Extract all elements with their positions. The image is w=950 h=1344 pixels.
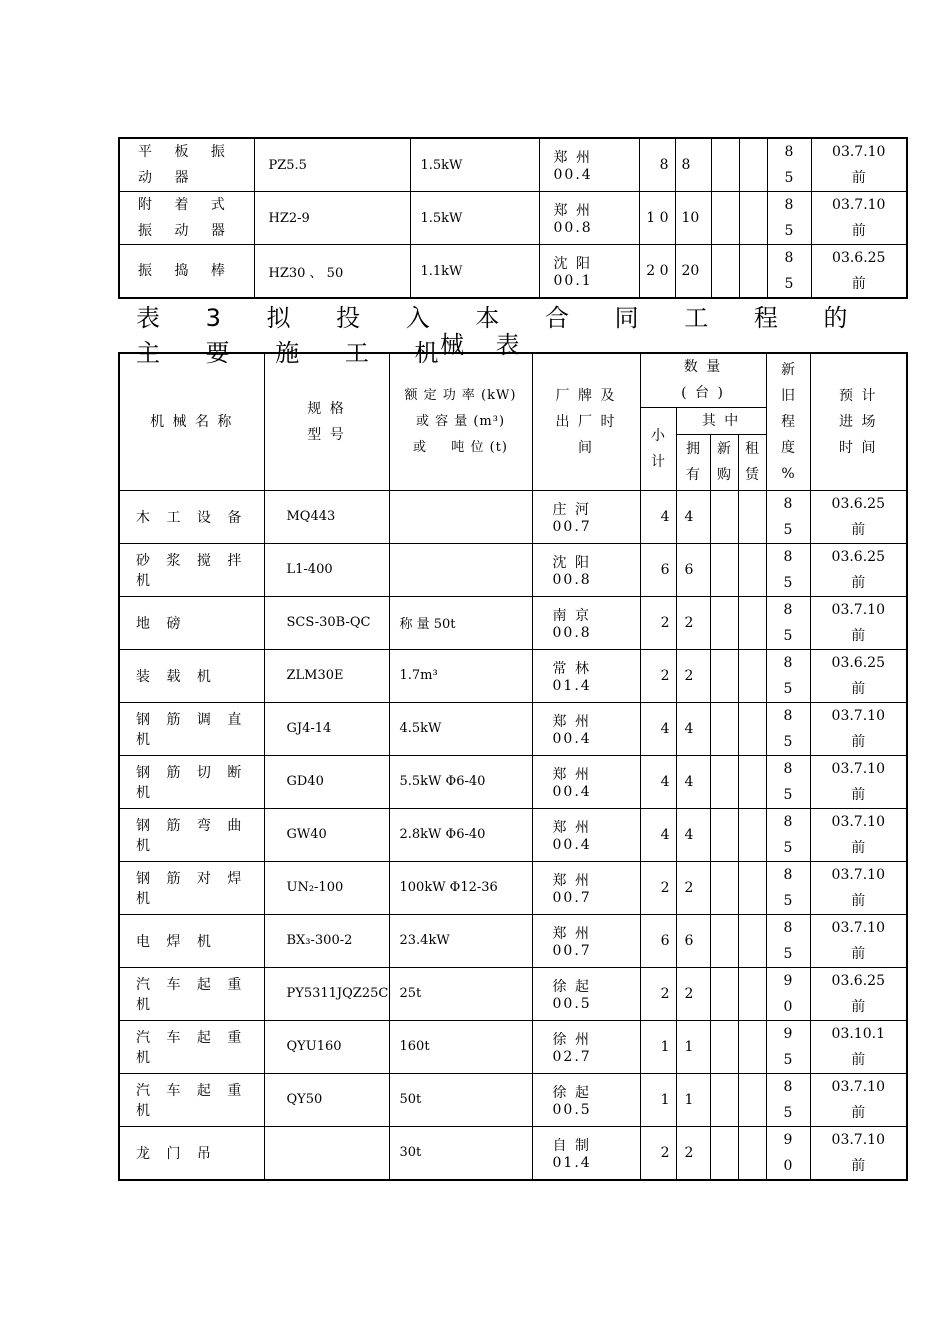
model: GJ4-14 — [264, 702, 389, 755]
new-degree-part: 5 — [783, 945, 793, 962]
quantity-own: 4 — [676, 808, 710, 861]
model: QYU160 — [264, 1020, 389, 1073]
machine-name: 汽 车 起 重 机 — [119, 1020, 264, 1073]
table-row — [119, 1073, 907, 1126]
quantity-rent — [739, 245, 767, 299]
quantity-new — [710, 702, 738, 755]
table-row — [119, 192, 907, 245]
maker: 郑 州 00.4 — [532, 755, 640, 808]
quantity-rent — [738, 543, 766, 596]
quantity-new — [711, 245, 739, 299]
quantity-new — [710, 1020, 738, 1073]
entry-date — [810, 490, 907, 543]
model: HZ2-9 — [254, 192, 410, 245]
header-small: 小 计 — [640, 407, 676, 490]
quantity-rent — [738, 1020, 766, 1073]
quantity-small: 4 — [640, 808, 676, 861]
entry-date-part: 前 — [851, 1157, 866, 1174]
machine-name: 钢 筋 对 焊 机 — [119, 861, 264, 914]
quantity-new — [710, 755, 738, 808]
machine-name: 附 着 式 振 动 器 — [119, 192, 254, 245]
new-degree-part: 8 — [783, 866, 793, 883]
new-degree: 8 5 — [767, 192, 811, 245]
new-degree: 8 5 — [767, 138, 811, 192]
entry-date-part: 03.7.10 — [831, 601, 885, 618]
new-degree — [766, 1020, 810, 1073]
quantity-new — [710, 914, 738, 967]
quantity-own: 10 — [675, 192, 711, 245]
header-row-1 — [119, 353, 907, 407]
quantity-small: 6 — [640, 914, 676, 967]
quantity-rent — [738, 1073, 766, 1126]
quantity-small: 2 — [640, 596, 676, 649]
new-degree — [766, 861, 810, 914]
power: 4.5kW — [389, 702, 532, 755]
quantity-own: 20 — [675, 245, 711, 299]
entry-date — [810, 1126, 907, 1180]
entry-date — [810, 1020, 907, 1073]
quantity-own: 4 — [676, 490, 710, 543]
new-degree-part: 5 — [783, 1051, 793, 1068]
quantity-new — [710, 1073, 738, 1126]
quantity-small: 4 — [640, 755, 676, 808]
power: 25t — [389, 967, 532, 1020]
maker: 徐 州 02.7 — [532, 1020, 640, 1073]
entry-date — [810, 808, 907, 861]
power: 1.5kW — [410, 138, 539, 192]
quantity-new — [710, 861, 738, 914]
new-degree — [766, 967, 810, 1020]
new-degree — [766, 649, 810, 702]
new-degree-part: 8 — [783, 813, 793, 830]
machine-name: 振 捣 棒 — [119, 245, 254, 299]
table-row — [119, 490, 907, 543]
quantity-small: 2 — [640, 861, 676, 914]
quantity-rent — [738, 596, 766, 649]
header-name: 机 械 名 称 — [119, 353, 264, 490]
new-degree-part: 8 — [783, 601, 793, 618]
entry-date-part: 03.6.25 — [831, 654, 885, 671]
model: BX₃-300-2 — [264, 914, 389, 967]
header-model: 规 格 型 号 — [264, 353, 389, 490]
entry-date-part: 03.7.10 — [831, 1078, 885, 1095]
quantity-rent — [738, 808, 766, 861]
quantity-new — [710, 1126, 738, 1180]
maker: 郑 州 00.4 — [532, 702, 640, 755]
maker: 郑 州 00.8 — [539, 192, 639, 245]
model: L1-400 — [264, 543, 389, 596]
power: 30t — [389, 1126, 532, 1180]
entry-date: 03.7.10 前 — [811, 192, 907, 245]
table-row — [119, 596, 907, 649]
quantity-own: 2 — [676, 649, 710, 702]
quantity-new — [710, 967, 738, 1020]
header-maker: 厂 牌 及 出 厂 时 间 — [532, 353, 640, 490]
entry-date-part: 前 — [851, 839, 866, 856]
power: 50t — [389, 1073, 532, 1126]
entry-date-part: 前 — [851, 1051, 866, 1068]
model: PZ5.5 — [254, 138, 410, 192]
new-degree-part: 8 — [783, 707, 793, 724]
new-degree-part: 5 — [783, 627, 793, 644]
quantity-own: 6 — [676, 543, 710, 596]
quantity-small: 2 — [640, 1126, 676, 1180]
header-own: 拥 有 — [676, 434, 710, 490]
new-degree — [766, 914, 810, 967]
entry-date — [810, 543, 907, 596]
header-date: 预 计 进 场 时 间 — [810, 353, 907, 490]
entry-date-part: 03.7.10 — [831, 866, 885, 883]
maker: 南 京 00.8 — [532, 596, 640, 649]
quantity-own: 6 — [676, 914, 710, 967]
table-row — [119, 543, 907, 596]
maker: 常 林 01.4 — [532, 649, 640, 702]
quantity-own: 2 — [676, 967, 710, 1020]
new-degree-part: 9 — [783, 972, 793, 989]
new-degree-part: 5 — [783, 680, 793, 697]
quantity-small: 1 0 — [639, 192, 675, 245]
maker: 自 制 01.4 — [532, 1126, 640, 1180]
entry-date-part: 前 — [851, 627, 866, 644]
power — [389, 543, 532, 596]
new-degree-part: 8 — [783, 919, 793, 936]
quantity-rent — [738, 967, 766, 1020]
equipment-table — [118, 352, 908, 1181]
power — [389, 490, 532, 543]
machine-name: 砂 浆 搅 拌 机 — [119, 543, 264, 596]
new-degree-part: 5 — [783, 733, 793, 750]
new-degree: 8 5 — [767, 245, 811, 299]
quantity-own: 2 — [676, 596, 710, 649]
machine-name: 钢 筋 切 断 机 — [119, 755, 264, 808]
model: SCS-30B-QC — [264, 596, 389, 649]
quantity-small: 1 — [640, 1020, 676, 1073]
power: 23.4kW — [389, 914, 532, 967]
table-row — [119, 755, 907, 808]
power: 5.5kW Φ6-40 — [389, 755, 532, 808]
quantity-rent — [738, 702, 766, 755]
maker: 郑 州 00.4 — [532, 808, 640, 861]
header-new: 新 购 — [710, 434, 738, 490]
maker: 徐 起 00.5 — [532, 967, 640, 1020]
maker: 沈 阳 00.1 — [539, 245, 639, 299]
power: 2.8kW Φ6-40 — [389, 808, 532, 861]
new-degree — [766, 596, 810, 649]
table-row — [119, 1020, 907, 1073]
header-power: 额 定 功 率 (kW) 或 容 量 (m³) 或 吨 位 (t) — [389, 353, 532, 490]
power: 100kW Φ12-36 — [389, 861, 532, 914]
maker: 郑 州 00.7 — [532, 914, 640, 967]
entry-date-part: 前 — [851, 998, 866, 1015]
machine-name: 电 焊 机 — [119, 914, 264, 967]
entry-date — [810, 755, 907, 808]
new-degree — [766, 490, 810, 543]
new-degree-part: 8 — [783, 654, 793, 671]
power: 1.1kW — [410, 245, 539, 299]
maker: 沈 阳 00.8 — [532, 543, 640, 596]
new-degree — [766, 1126, 810, 1180]
machine-name: 木 工 设 备 — [119, 490, 264, 543]
power: 称 量 50t — [389, 596, 532, 649]
power: 160t — [389, 1020, 532, 1073]
model: MQ443 — [264, 490, 389, 543]
maker: 徐 起 00.5 — [532, 1073, 640, 1126]
entry-date — [810, 702, 907, 755]
new-degree-part: 0 — [783, 998, 793, 1015]
new-degree-part: 8 — [783, 1078, 793, 1095]
quantity-rent — [738, 1126, 766, 1180]
new-degree-part: 5 — [783, 1104, 793, 1121]
table-title-line-1: 表 3 拟 投 入 本 合 同 工 程 的 主 要 施 工 机 — [136, 304, 867, 367]
quantity-new — [710, 808, 738, 861]
model: HZ30 、 50 — [254, 245, 410, 299]
quantity-small: 2 — [640, 967, 676, 1020]
entry-date — [810, 596, 907, 649]
quantity-new — [710, 596, 738, 649]
new-degree-part: 0 — [783, 1157, 793, 1174]
new-degree-part: 8 — [783, 548, 793, 565]
entry-date-part: 03.7.10 — [831, 919, 885, 936]
quantity-small: 4 — [640, 702, 676, 755]
machine-name: 龙 门 吊 — [119, 1126, 264, 1180]
table-row — [119, 914, 907, 967]
entry-date-part: 前 — [851, 786, 866, 803]
table-title-line-2: 械 表 — [440, 331, 532, 359]
machine-name: 钢 筋 调 直 机 — [119, 702, 264, 755]
new-degree-part: 8 — [783, 760, 793, 777]
entry-date-part: 前 — [851, 945, 866, 962]
entry-date-part: 前 — [851, 574, 866, 591]
header-rent: 租 赁 — [738, 434, 766, 490]
table-row — [119, 808, 907, 861]
entry-date — [810, 649, 907, 702]
machine-name: 汽 车 起 重 机 — [119, 967, 264, 1020]
quantity-new — [710, 649, 738, 702]
power: 1.5kW — [410, 192, 539, 245]
machine-name: 钢 筋 弯 曲 机 — [119, 808, 264, 861]
quantity-rent — [738, 490, 766, 543]
quantity-own: 2 — [676, 1126, 710, 1180]
quantity-rent — [738, 755, 766, 808]
entry-date: 03.6.25 前 — [811, 245, 907, 299]
new-degree — [766, 702, 810, 755]
new-degree-part: 9 — [783, 1025, 793, 1042]
entry-date-part: 前 — [851, 1104, 866, 1121]
new-degree — [766, 543, 810, 596]
entry-date-part: 03.7.10 — [831, 813, 885, 830]
entry-date-part: 03.7.10 — [831, 707, 885, 724]
entry-date-part: 前 — [851, 892, 866, 909]
entry-date: 03.7.10 前 — [811, 138, 907, 192]
table-row — [119, 245, 907, 299]
entry-date — [810, 861, 907, 914]
new-degree-part: 9 — [783, 1131, 793, 1148]
model: ZLM30E — [264, 649, 389, 702]
quantity-new — [710, 543, 738, 596]
entry-date-part: 03.7.10 — [831, 1131, 885, 1148]
quantity-small: 1 — [640, 1073, 676, 1126]
entry-date-part: 03.10.1 — [831, 1025, 885, 1042]
quantity-own: 4 — [676, 702, 710, 755]
model: PY5311JQZ25C — [264, 967, 389, 1020]
header-quantity: 数 量 ( 台 ) — [640, 353, 766, 407]
new-degree — [766, 808, 810, 861]
entry-date-part: 03.6.25 — [831, 972, 885, 989]
model — [264, 1126, 389, 1180]
maker: 郑 州 00.7 — [532, 861, 640, 914]
quantity-own: 8 — [675, 138, 711, 192]
quantity-small: 4 — [640, 490, 676, 543]
entry-date — [810, 914, 907, 967]
table-row — [119, 967, 907, 1020]
machine-name: 平 板 振 动 器 — [119, 138, 254, 192]
machine-name: 汽 车 起 重 机 — [119, 1073, 264, 1126]
quantity-new — [711, 192, 739, 245]
quantity-small: 6 — [640, 543, 676, 596]
continued-equipment-table — [118, 137, 908, 299]
new-degree-part: 5 — [783, 786, 793, 803]
new-degree-part: 8 — [783, 495, 793, 512]
quantity-small: 2 — [640, 649, 676, 702]
machine-name: 装 载 机 — [119, 649, 264, 702]
header-degree: 新 旧 程 度 % — [766, 353, 810, 490]
new-degree — [766, 755, 810, 808]
quantity-new — [710, 490, 738, 543]
table-row — [119, 138, 907, 192]
quantity-rent — [738, 914, 766, 967]
quantity-rent — [739, 192, 767, 245]
table-row — [119, 649, 907, 702]
quantity-small: 2 0 — [639, 245, 675, 299]
new-degree-part: 5 — [783, 892, 793, 909]
quantity-own: 1 — [676, 1020, 710, 1073]
quantity-rent — [738, 861, 766, 914]
table-row — [119, 861, 907, 914]
entry-date-part: 03.6.25 — [831, 495, 885, 512]
new-degree — [766, 1073, 810, 1126]
machine-name: 地 磅 — [119, 596, 264, 649]
new-degree-part: 5 — [783, 521, 793, 538]
new-degree-part: 5 — [783, 839, 793, 856]
power: 1.7m³ — [389, 649, 532, 702]
new-degree-part: 5 — [783, 574, 793, 591]
entry-date-part: 前 — [851, 733, 866, 750]
quantity-own: 4 — [676, 755, 710, 808]
quantity-rent — [738, 649, 766, 702]
maker: 庄 河 00.7 — [532, 490, 640, 543]
model: GW40 — [264, 808, 389, 861]
quantity-own: 2 — [676, 861, 710, 914]
quantity-new — [711, 138, 739, 192]
entry-date-part: 前 — [851, 521, 866, 538]
model: UN₂-100 — [264, 861, 389, 914]
entry-date — [810, 967, 907, 1020]
quantity-small: 8 — [639, 138, 675, 192]
entry-date-part: 前 — [851, 680, 866, 697]
entry-date-part: 03.6.25 — [831, 548, 885, 565]
table-row — [119, 1126, 907, 1180]
quantity-rent — [739, 138, 767, 192]
entry-date — [810, 1073, 907, 1126]
quantity-own: 1 — [676, 1073, 710, 1126]
model: QY50 — [264, 1073, 389, 1126]
entry-date-part: 03.7.10 — [831, 760, 885, 777]
model: GD40 — [264, 755, 389, 808]
maker: 郑 州 00.4 — [539, 138, 639, 192]
header-among: 其 中 — [676, 407, 766, 434]
table-row — [119, 702, 907, 755]
